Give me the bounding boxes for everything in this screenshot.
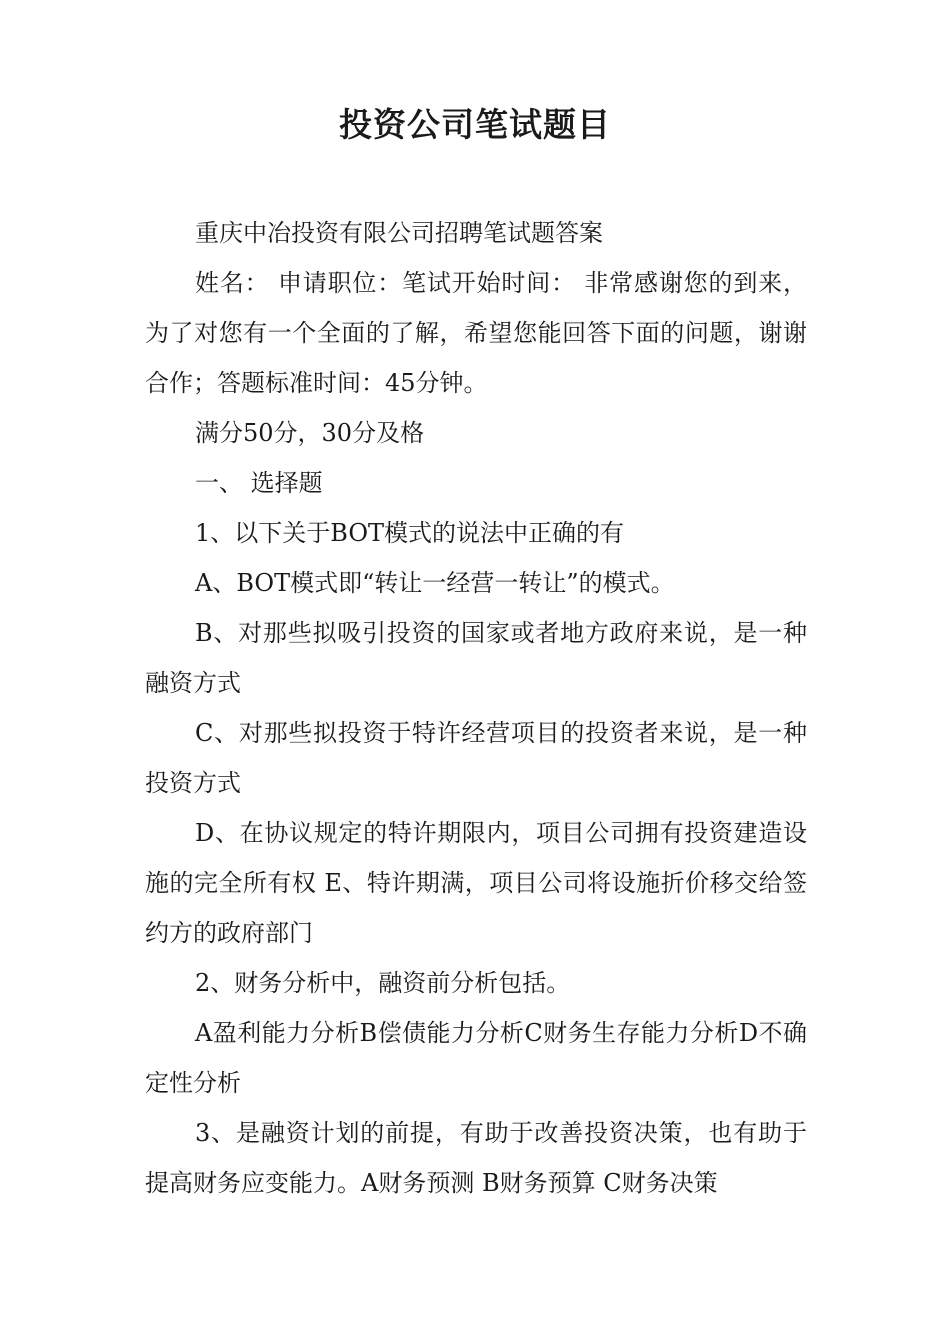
question-1-option-a: A、BOT模式即“转让一经营一转让”的模式。 — [195, 569, 675, 597]
question-1: 1、以下关于BOT模式的说法中正确的有 — [195, 519, 625, 547]
question-2: 2、财务分析中，融资前分析包括。 — [195, 969, 571, 997]
company-heading: 重庆中冶投资有限公司招聘笔试题答案 — [195, 219, 603, 247]
question-3: 3、是融资计划的前提，有助于改善投资决策，也有助于提高财务应变能力。A财务预测 B财务预算 C财务决策 — [145, 1119, 807, 1197]
score-note: 满分50分，30分及格 — [195, 419, 425, 447]
section-heading: 一、 选择题 — [195, 469, 323, 497]
question-1-option-c: C、对那些拟投资于特许经营项目的投资者来说，是一种投资方式 — [145, 719, 807, 797]
question-1-option-d-e: D、在协议规定的特许期限内，项目公司拥有投资建造设施的完全所有权 E、特许期满，项目公司将设施折价移交给签约方的政府部门 — [145, 819, 807, 947]
question-2-options: A盈利能力分析B偿债能力分析C财务生存能力分析D不确定性分析 — [145, 1019, 807, 1097]
instructions-paragraph: 姓名： 申请职位：笔试开始时间： 非常感谢您的到来，为了对您有一个全面的了解，希望您能回答下面的问题，谢谢合作；答题标准时间：45分钟。 — [145, 269, 807, 397]
question-1-option-b: B、对那些拟吸引投资的国家或者地方政府来说，是一种融资方式 — [145, 619, 807, 697]
document-title: 投资公司笔试题目 — [339, 105, 611, 144]
document-body — [145, 208, 807, 1208]
